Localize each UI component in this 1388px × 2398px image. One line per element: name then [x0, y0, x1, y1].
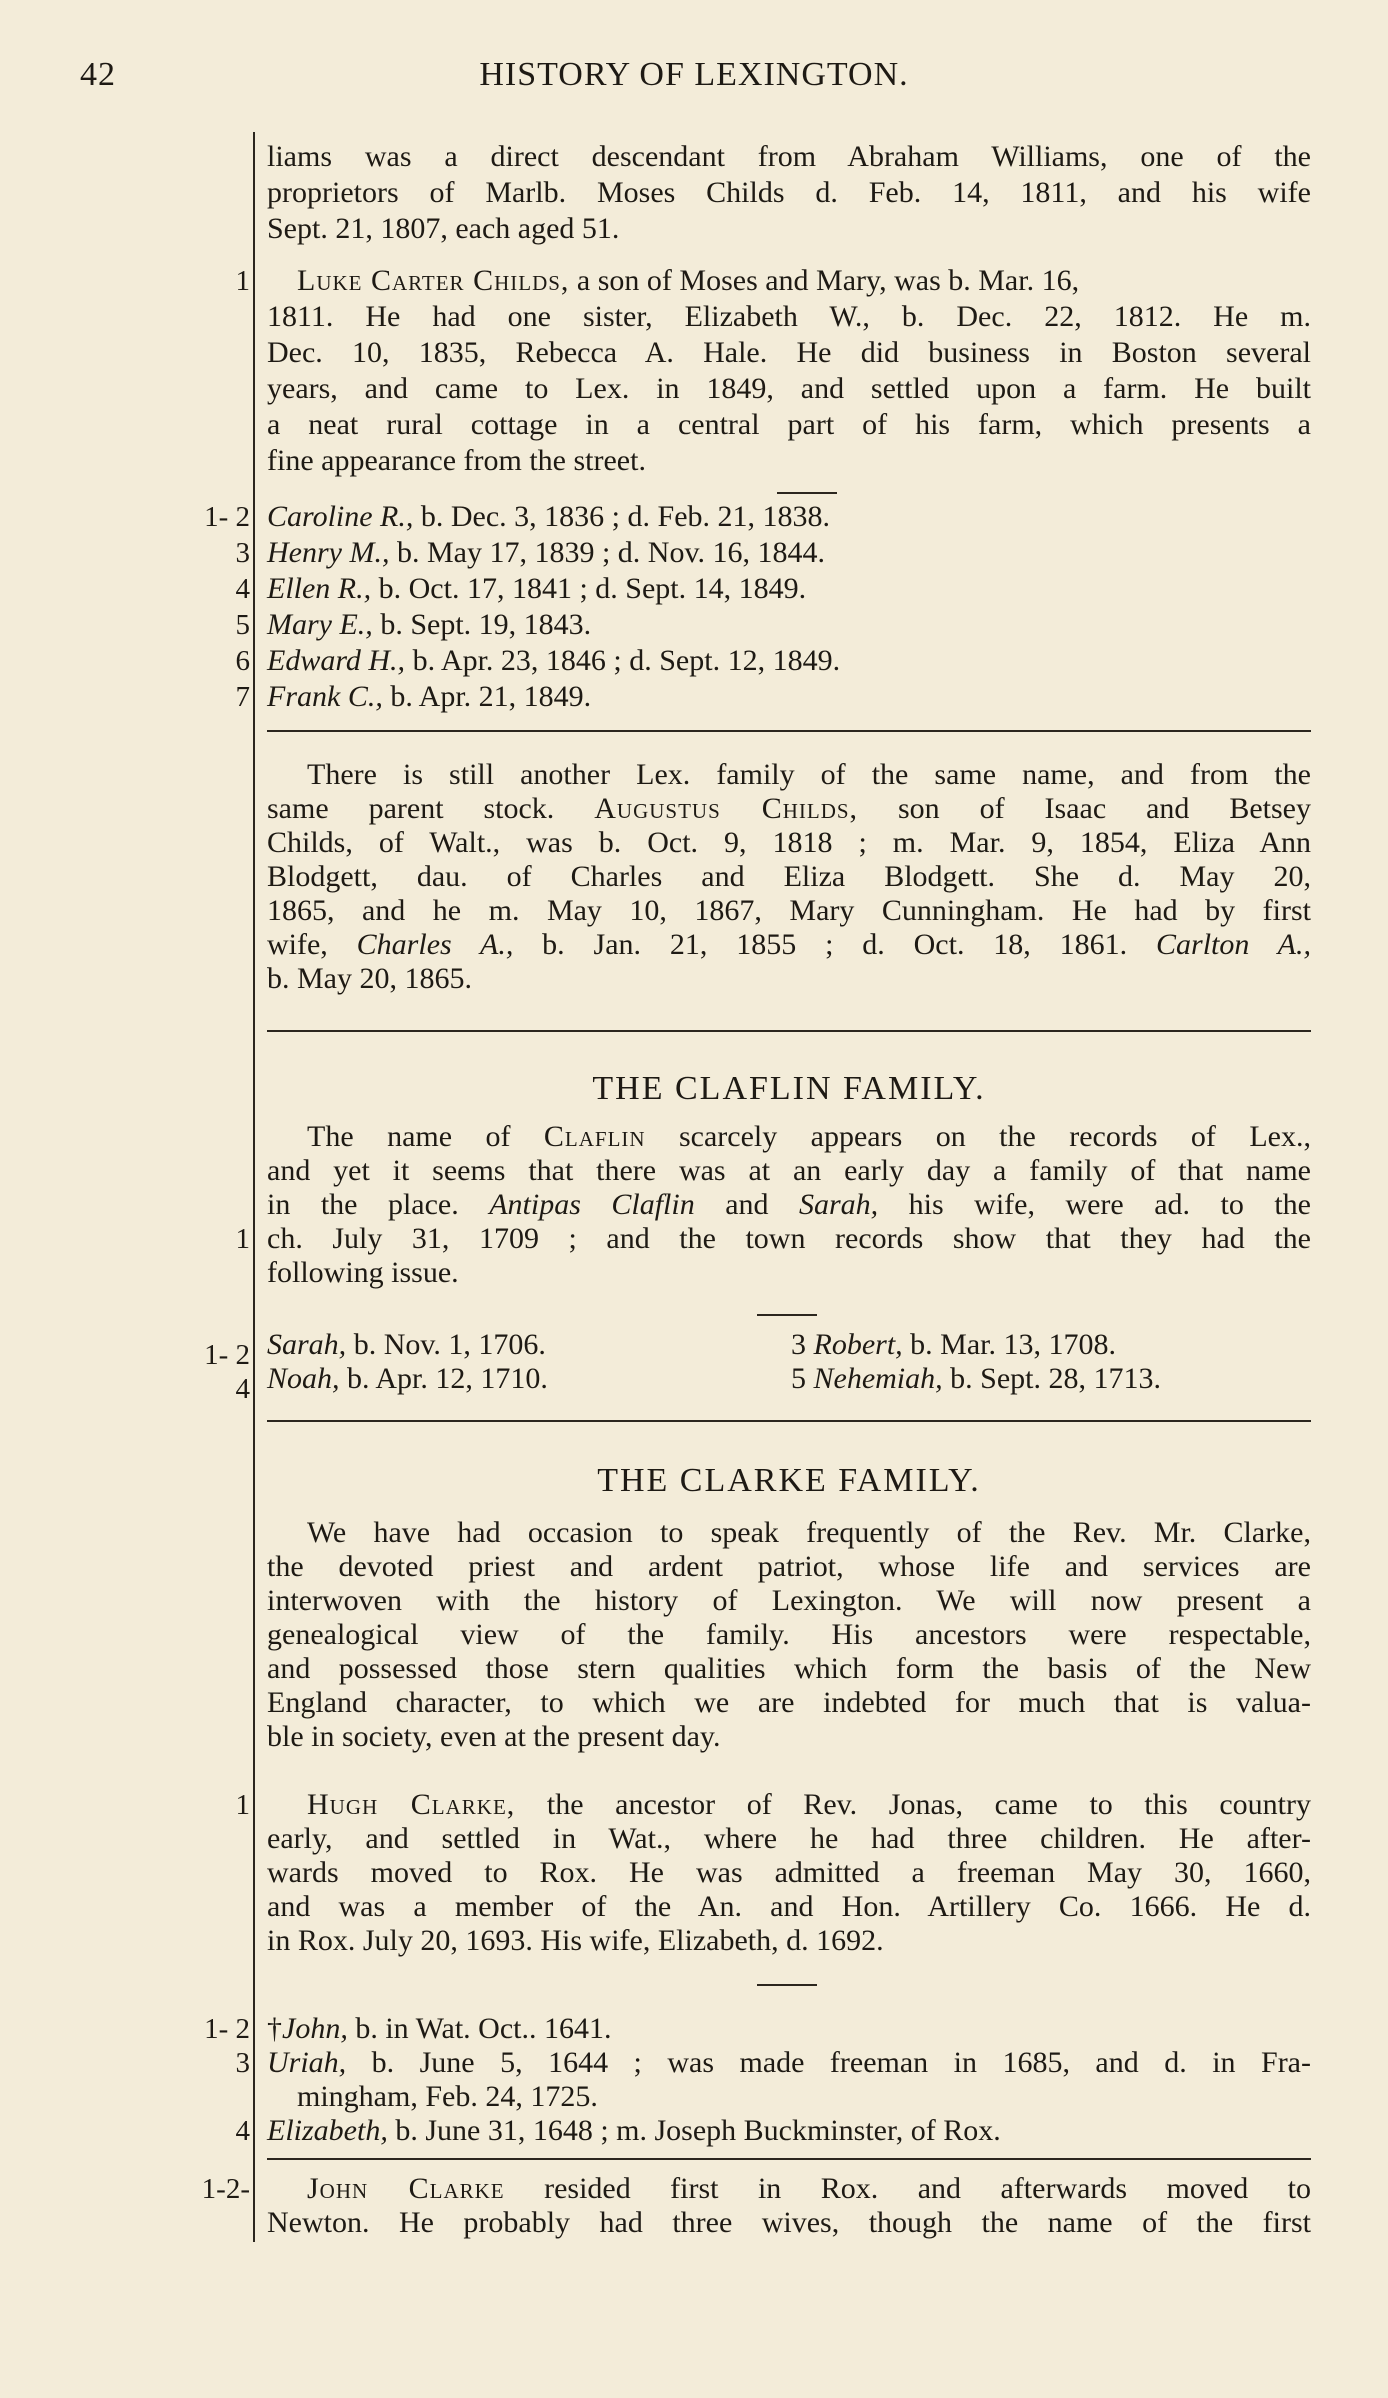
margin-number: 1: [235, 1223, 250, 1255]
text-line: Luke Carter Childs, a son of Moses and Mary, was b. Mar. 16,: [297, 264, 1080, 297]
child-entry: Sarah, b. Nov. 1, 1706.: [267, 1328, 546, 1361]
text-line: Hugh Clarke, the ancestor of Rev. Jonas, came to this country: [307, 1788, 1311, 1821]
child-entry: †John, b. in Wat. Oct.. 1641.: [267, 2012, 612, 2045]
text-line: There is still another Lex. family of the same name, and from the: [307, 758, 1311, 791]
text-line: Blodgett, dau. of Charles and Eliza Blodgett. She d. May 20,: [267, 860, 1311, 893]
text-line: wards moved to Rox. He was admitted a freeman May 30, 1660,: [267, 1856, 1311, 1889]
text-line: Childs, of Walt., was b. Oct. 9, 1818 ; m. Mar. 9, 1854, Eliza Ann: [267, 826, 1311, 859]
child-entry: Elizabeth, b. June 31, 1648 ; m. Joseph Buckminster, of Rox.: [267, 2114, 1001, 2147]
text-line: same parent stock. Augustus Childs, son of Isaac and Betsey: [267, 792, 1311, 825]
short-rule: [757, 1984, 817, 1986]
text-line: the devoted priest and ardent patriot, whose life and services are: [267, 1550, 1311, 1583]
text-line: ch. July 31, 1709 ; and the town records show that they had the: [267, 1222, 1311, 1255]
margin-number: 3: [235, 537, 250, 569]
margin-number: 6: [235, 645, 250, 677]
margin-number: 1- 2: [204, 1339, 250, 1371]
section-rule: [267, 1030, 1311, 1032]
section-heading: THE CLARKE FAMILY.: [597, 1462, 981, 1499]
text-line: wife, Charles A., b. Jan. 21, 1855 ; d. Oct. 18, 1861. Carlton A.,: [267, 928, 1312, 961]
section-rule: [267, 730, 1311, 732]
text-line: The name of Claflin scarcely appears on the records of Lex.,: [307, 1120, 1311, 1153]
text-line: liams was a direct descendant from Abraham Williams, one of the: [267, 140, 1311, 173]
child-entry: Henry M., b. May 17, 1839 ; d. Nov. 16, 1844.: [267, 536, 826, 569]
short-rule: [757, 1314, 817, 1316]
child-entry: Frank C., b. Apr. 21, 1849.: [267, 680, 592, 713]
section-rule: [267, 1420, 1311, 1422]
child-entry: Ellen R., b. Oct. 17, 1841 ; d. Sept. 14, 1849.: [267, 572, 807, 605]
section-heading: THE CLAFLIN FAMILY.: [592, 1070, 986, 1107]
section-rule: [267, 2158, 1311, 2160]
margin-number: 4: [235, 573, 250, 605]
text-line: a neat rural cottage in a central part of his farm, which presents a: [267, 408, 1311, 441]
margin-number: 1: [235, 1789, 250, 1821]
text-line: Sept. 21, 1807, each aged 51.: [267, 212, 620, 245]
child-entry-continued: mingham, Feb. 24, 1725.: [297, 2080, 598, 2113]
text-line: Newton. He probably had three wives, though the name of the first: [267, 2206, 1311, 2239]
text-line: ble in society, even at the present day.: [267, 1720, 721, 1753]
margin-rule: [253, 132, 255, 2242]
text-line: b. May 20, 1865.: [267, 962, 472, 995]
running-title: HISTORY OF LEXINGTON.: [479, 56, 909, 93]
text-line: We have had occasion to speak frequently of the Rev. Mr. Clarke,: [307, 1516, 1311, 1549]
text-line: and was a member of the An. and Hon. Artillery Co. 1666. He d.: [267, 1890, 1311, 1923]
text-line: John Clarke resided first in Rox. and afterwards moved to: [307, 2172, 1311, 2205]
person-name: Augustus Childs,: [594, 792, 859, 825]
text-line: England character, to which we are indebted for much that is valua-: [267, 1686, 1311, 1719]
text-line: following issue.: [267, 1256, 459, 1289]
margin-number: 1- 2: [204, 501, 250, 533]
text-line: 1865, and he m. May 10, 1867, Mary Cunningham. He had by first: [267, 894, 1311, 927]
child-entry: Edward H., b. Apr. 23, 1846 ; d. Sept. 12, 1849.: [267, 644, 841, 677]
text-line: in Rox. July 20, 1693. His wife, Elizabeth, d. 1692.: [267, 1924, 884, 1957]
text-line: and possessed those stern qualities which form the basis of the New: [267, 1652, 1311, 1685]
margin-number: 3: [235, 2047, 250, 2079]
margin-number: 4: [235, 2115, 250, 2147]
child-entry: Caroline R., b. Dec. 3, 1836 ; d. Feb. 21, 1838.: [267, 500, 831, 533]
person-name: John Clarke: [307, 2172, 505, 2205]
margin-number: 1: [235, 265, 250, 297]
child-entry: 3 Robert, b. Mar. 13, 1708.: [791, 1328, 1116, 1361]
page-number: 42: [80, 56, 116, 93]
child-entry: Uriah, b. June 5, 1644 ; was made freeman in 1685, and d. in Fra-: [267, 2046, 1311, 2079]
person-name: Luke Carter Childs,: [297, 264, 570, 297]
text-line: genealogical view of the family. His ancestors were respectable,: [267, 1618, 1311, 1651]
person-name: Claflin: [543, 1120, 646, 1153]
text-line: in the place. Antipas Claflin and Sarah, his wife, were ad. to the: [267, 1188, 1311, 1221]
text-line: fine appearance from the street.: [267, 444, 646, 477]
person-name: Hugh Clarke,: [307, 1788, 516, 1821]
child-entry: Noah, b. Apr. 12, 1710.: [267, 1362, 548, 1395]
short-rule: [777, 492, 837, 494]
margin-number: 5: [235, 609, 250, 641]
text-line: Dec. 10, 1835, Rebecca A. Hale. He did business in Boston several: [267, 336, 1311, 369]
text-line: years, and came to Lex. in 1849, and settled upon a farm. He built: [267, 372, 1311, 405]
margin-number: 4: [235, 1373, 250, 1405]
text-column: [267, 0, 1311, 2398]
margin-number: 7: [235, 681, 250, 713]
margin-number: 1-2-: [201, 2173, 250, 2205]
text-line: early, and settled in Wat., where he had three children. He after-: [267, 1822, 1311, 1855]
child-entry: Mary E., b. Sept. 19, 1843.: [267, 608, 592, 641]
text-line: proprietors of Marlb. Moses Childs d. Feb. 14, 1811, and his wife: [267, 176, 1311, 209]
margin-number: 1- 2: [204, 2013, 250, 2045]
text-line: interwoven with the history of Lexington. We will now present a: [267, 1584, 1311, 1617]
text-line: 1811. He had one sister, Elizabeth W., b. Dec. 22, 1812. He m.: [267, 300, 1311, 333]
child-entry: 5 Nehemiah, b. Sept. 28, 1713.: [791, 1362, 1161, 1395]
text-line: and yet it seems that there was at an early day a family of that name: [267, 1154, 1311, 1187]
